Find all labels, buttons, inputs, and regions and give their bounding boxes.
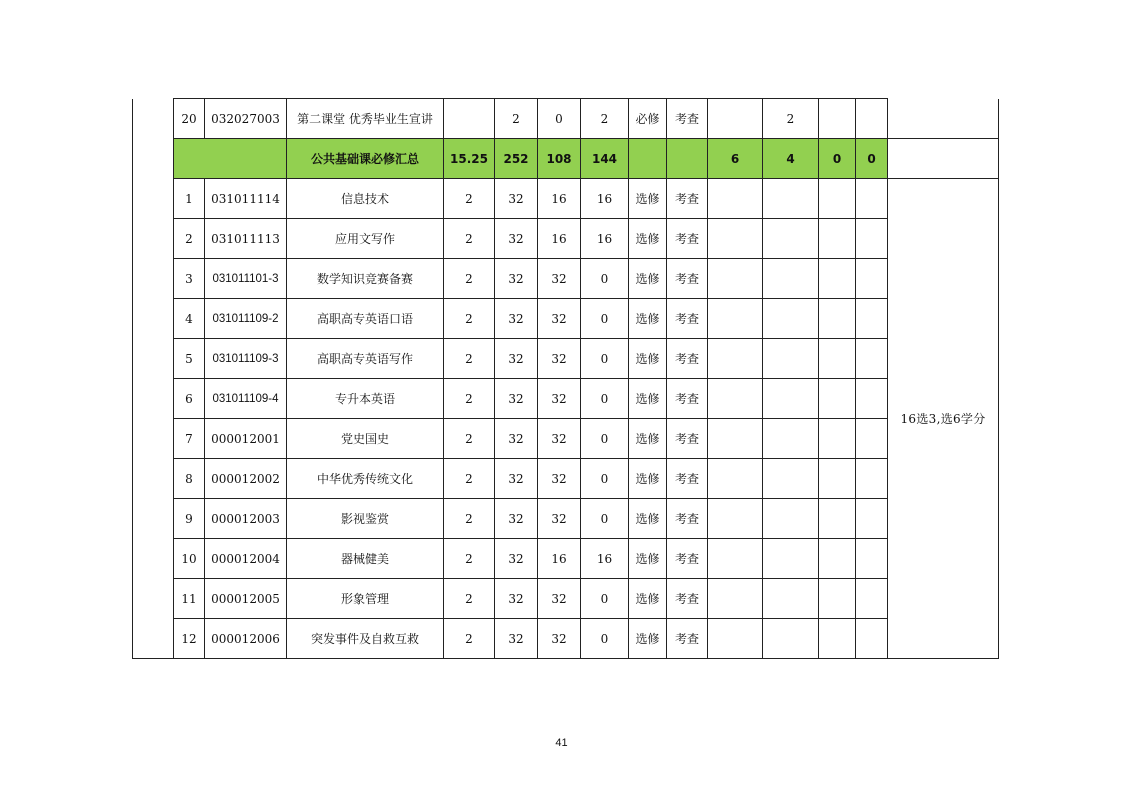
hours-total: 32 xyxy=(495,539,538,579)
assessment-method: 考查 xyxy=(667,619,708,659)
course-name: 第二课堂 优秀毕业生宣讲 xyxy=(287,99,444,139)
remarks-cell xyxy=(888,139,999,179)
course-type: 必修 xyxy=(629,99,667,139)
course-type: 选修 xyxy=(629,539,667,579)
summary-hours-practice: 144 xyxy=(581,139,629,179)
course-credits xyxy=(444,99,495,139)
semester-4 xyxy=(856,259,888,299)
course-type: 选修 xyxy=(629,259,667,299)
category-cell xyxy=(133,139,174,179)
semester-4 xyxy=(856,419,888,459)
semester-3 xyxy=(819,339,856,379)
semester-2 xyxy=(763,179,819,219)
course-name: 党史国史 xyxy=(287,419,444,459)
course-type: 选修 xyxy=(629,179,667,219)
semester-1 xyxy=(708,259,763,299)
table-row xyxy=(133,579,999,619)
course-name: 应用文写作 xyxy=(287,219,444,259)
hours-theory: 32 xyxy=(538,259,581,299)
assessment-method: 考查 xyxy=(667,379,708,419)
table-row xyxy=(133,179,999,219)
course-code: 031011101-3 xyxy=(205,259,287,299)
course-no: 8 xyxy=(174,459,205,499)
hours-practice: 0 xyxy=(581,379,629,419)
semester-1 xyxy=(708,299,763,339)
course-no: 11 xyxy=(174,579,205,619)
course-code: 000012001 xyxy=(205,419,287,459)
course-credits: 2 xyxy=(444,299,495,339)
course-code: 000012006 xyxy=(205,619,287,659)
hours-total: 32 xyxy=(495,419,538,459)
summary-blank xyxy=(174,139,287,179)
semester-2 xyxy=(763,459,819,499)
assessment-method: 考查 xyxy=(667,99,708,139)
hours-practice: 16 xyxy=(581,219,629,259)
course-no: 9 xyxy=(174,499,205,539)
table-row xyxy=(133,259,999,299)
assessment-method: 考查 xyxy=(667,299,708,339)
semester-2 xyxy=(763,299,819,339)
course-no: 5 xyxy=(174,339,205,379)
category-cell xyxy=(133,259,174,299)
table-row xyxy=(133,459,999,499)
semester-1 xyxy=(708,339,763,379)
semester-3 xyxy=(819,619,856,659)
course-no: 3 xyxy=(174,259,205,299)
semester-4 xyxy=(856,539,888,579)
course-code: 032027003 xyxy=(205,99,287,139)
semester-1 xyxy=(708,539,763,579)
course-type: 选修 xyxy=(629,219,667,259)
course-type: 选修 xyxy=(629,459,667,499)
semester-2 xyxy=(763,499,819,539)
semester-2 xyxy=(763,419,819,459)
course-type: 选修 xyxy=(629,499,667,539)
assessment-method: 考查 xyxy=(667,219,708,259)
semester-4 xyxy=(856,339,888,379)
course-type: 选修 xyxy=(629,579,667,619)
course-credits: 2 xyxy=(444,379,495,419)
course-credits: 2 xyxy=(444,339,495,379)
hours-practice: 16 xyxy=(581,179,629,219)
semester-1 xyxy=(708,419,763,459)
semester-2 xyxy=(763,339,819,379)
course-type: 选修 xyxy=(629,379,667,419)
table-row xyxy=(133,619,999,659)
course-name: 专升本英语 xyxy=(287,379,444,419)
hours-theory: 32 xyxy=(538,379,581,419)
hours-total: 32 xyxy=(495,379,538,419)
course-code: 031011109-4 xyxy=(205,379,287,419)
course-code: 031011114 xyxy=(205,179,287,219)
category-cell xyxy=(133,539,174,579)
course-credits: 2 xyxy=(444,179,495,219)
hours-total: 32 xyxy=(495,579,538,619)
hours-total: 32 xyxy=(495,619,538,659)
category-cell xyxy=(133,99,174,139)
semester-4 xyxy=(856,379,888,419)
summary-semester-4: 0 xyxy=(856,139,888,179)
semester-2 xyxy=(763,379,819,419)
table-row xyxy=(133,99,999,139)
category-cell xyxy=(133,339,174,379)
hours-practice: 16 xyxy=(581,539,629,579)
category-cell xyxy=(133,379,174,419)
hours-practice: 0 xyxy=(581,299,629,339)
category-cell xyxy=(133,619,174,659)
hours-total: 32 xyxy=(495,459,538,499)
semester-4 xyxy=(856,619,888,659)
course-name: 突发事件及自救互救 xyxy=(287,619,444,659)
assessment-method: 考查 xyxy=(667,339,708,379)
table-row xyxy=(133,499,999,539)
semester-3 xyxy=(819,99,856,139)
semester-1 xyxy=(708,579,763,619)
course-no: 20 xyxy=(174,99,205,139)
course-name: 形象管理 xyxy=(287,579,444,619)
semester-4 xyxy=(856,499,888,539)
course-no: 4 xyxy=(174,299,205,339)
semester-2: 2 xyxy=(763,99,819,139)
course-type: 选修 xyxy=(629,339,667,379)
summary-semester-3: 0 xyxy=(819,139,856,179)
semester-3 xyxy=(819,219,856,259)
hours-theory: 32 xyxy=(538,339,581,379)
semester-4 xyxy=(856,579,888,619)
course-type: 选修 xyxy=(629,299,667,339)
semester-3 xyxy=(819,259,856,299)
hours-practice: 0 xyxy=(581,579,629,619)
course-type: 选修 xyxy=(629,419,667,459)
course-credits: 2 xyxy=(444,579,495,619)
hours-theory: 32 xyxy=(538,459,581,499)
semester-3 xyxy=(819,579,856,619)
hours-total: 32 xyxy=(495,219,538,259)
semester-3 xyxy=(819,379,856,419)
hours-theory: 16 xyxy=(538,539,581,579)
hours-practice: 0 xyxy=(581,459,629,499)
table-row xyxy=(133,299,999,339)
assessment-method: 考查 xyxy=(667,579,708,619)
hours-total: 32 xyxy=(495,339,538,379)
course-code: 000012005 xyxy=(205,579,287,619)
hours-total: 2 xyxy=(495,99,538,139)
summary-type xyxy=(629,139,667,179)
summary-semester-2: 4 xyxy=(763,139,819,179)
course-code: 000012003 xyxy=(205,499,287,539)
semester-2 xyxy=(763,579,819,619)
hours-practice: 0 xyxy=(581,339,629,379)
semester-1 xyxy=(708,99,763,139)
category-cell xyxy=(133,419,174,459)
semester-3 xyxy=(819,539,856,579)
course-credits: 2 xyxy=(444,459,495,499)
category-cell xyxy=(133,459,174,499)
semester-3 xyxy=(819,179,856,219)
course-credits: 2 xyxy=(444,499,495,539)
hours-theory: 32 xyxy=(538,299,581,339)
hours-practice: 0 xyxy=(581,499,629,539)
assessment-method: 考查 xyxy=(667,459,708,499)
assessment-method: 考查 xyxy=(667,499,708,539)
hours-total: 32 xyxy=(495,179,538,219)
hours-theory: 32 xyxy=(538,579,581,619)
hours-theory: 16 xyxy=(538,219,581,259)
semester-2 xyxy=(763,619,819,659)
assessment-method: 考查 xyxy=(667,179,708,219)
hours-theory: 16 xyxy=(538,179,581,219)
semester-1 xyxy=(708,619,763,659)
semester-3 xyxy=(819,499,856,539)
course-no: 2 xyxy=(174,219,205,259)
semester-1 xyxy=(708,499,763,539)
semester-1 xyxy=(708,219,763,259)
category-cell xyxy=(133,179,174,219)
course-name: 影视鉴赏 xyxy=(287,499,444,539)
summary-row xyxy=(133,139,999,179)
assessment-method: 考查 xyxy=(667,259,708,299)
hours-practice: 0 xyxy=(581,619,629,659)
category-cell xyxy=(133,299,174,339)
course-no: 12 xyxy=(174,619,205,659)
course-credits: 2 xyxy=(444,259,495,299)
summary-hours-total: 252 xyxy=(495,139,538,179)
semester-4 xyxy=(856,219,888,259)
semester-4 xyxy=(856,459,888,499)
course-code: 000012002 xyxy=(205,459,287,499)
remarks-cell xyxy=(888,99,999,139)
elective-note: 16选3,选6学分 xyxy=(888,179,999,659)
summary-assessment xyxy=(667,139,708,179)
course-code: 000012004 xyxy=(205,539,287,579)
assessment-method: 考查 xyxy=(667,539,708,579)
table-row xyxy=(133,539,999,579)
course-name: 高职高专英语口语 xyxy=(287,299,444,339)
semester-1 xyxy=(708,459,763,499)
hours-theory: 32 xyxy=(538,619,581,659)
course-name: 中华优秀传统文化 xyxy=(287,459,444,499)
semester-2 xyxy=(763,219,819,259)
category-cell xyxy=(133,219,174,259)
course-credits: 2 xyxy=(444,619,495,659)
table-row xyxy=(133,219,999,259)
hours-theory: 32 xyxy=(538,499,581,539)
table-row xyxy=(133,379,999,419)
course-code: 031011109-3 xyxy=(205,339,287,379)
semester-2 xyxy=(763,259,819,299)
course-name: 器械健美 xyxy=(287,539,444,579)
semester-3 xyxy=(819,419,856,459)
semester-1 xyxy=(708,379,763,419)
page-number: 41 xyxy=(555,737,568,749)
course-name: 高职高专英语写作 xyxy=(287,339,444,379)
table-row xyxy=(133,339,999,379)
semester-4 xyxy=(856,99,888,139)
course-credits: 2 xyxy=(444,219,495,259)
hours-practice: 0 xyxy=(581,419,629,459)
course-no: 7 xyxy=(174,419,205,459)
course-code: 031011109-2 xyxy=(205,299,287,339)
summary-label: 公共基础课必修汇总 xyxy=(287,139,444,179)
hours-practice: 0 xyxy=(581,259,629,299)
course-credits: 2 xyxy=(444,419,495,459)
hours-total: 32 xyxy=(495,499,538,539)
assessment-method: 考查 xyxy=(667,419,708,459)
course-credits: 2 xyxy=(444,539,495,579)
summary-credits: 15.25 xyxy=(444,139,495,179)
course-no: 10 xyxy=(174,539,205,579)
hours-practice: 2 xyxy=(581,99,629,139)
course-name: 数学知识竞赛备赛 xyxy=(287,259,444,299)
summary-semester-1: 6 xyxy=(708,139,763,179)
category-cell xyxy=(133,499,174,539)
table-row xyxy=(133,419,999,459)
course-name: 信息技术 xyxy=(287,179,444,219)
semester-2 xyxy=(763,539,819,579)
summary-hours-theory: 108 xyxy=(538,139,581,179)
hours-total: 32 xyxy=(495,259,538,299)
course-no: 6 xyxy=(174,379,205,419)
course-code: 031011113 xyxy=(205,219,287,259)
course-no: 1 xyxy=(174,179,205,219)
category-cell xyxy=(133,579,174,619)
semester-3 xyxy=(819,299,856,339)
semester-4 xyxy=(856,299,888,339)
semester-3 xyxy=(819,459,856,499)
hours-theory: 32 xyxy=(538,419,581,459)
semester-1 xyxy=(708,179,763,219)
course-type: 选修 xyxy=(629,619,667,659)
hours-total: 32 xyxy=(495,299,538,339)
course-plan-table xyxy=(132,98,999,659)
semester-4 xyxy=(856,179,888,219)
hours-theory: 0 xyxy=(538,99,581,139)
